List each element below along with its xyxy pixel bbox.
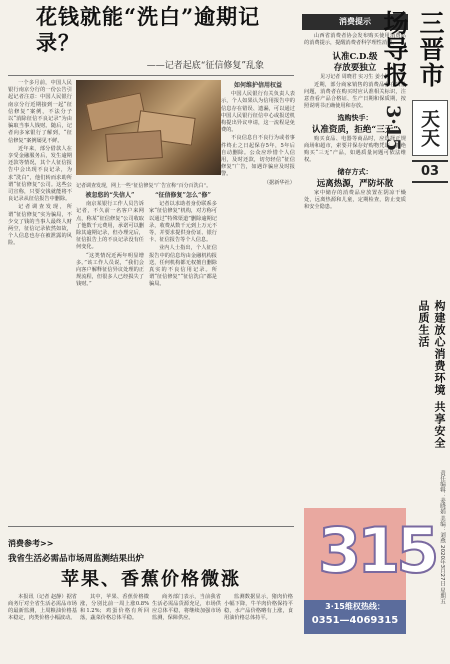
bottom-column-3	[152, 594, 221, 664]
paragraph: 一个多月前，中国人民银行南京分行的一份公告引起记者注意：中国人民银行南京分行近期接到一起“征信修复”案例，不法分子以“消除征信不良记录”为由骗取当事人钱财。随后，记者向多家银行了解到，“征信修复”案例屡见不鲜。	[8, 80, 72, 144]
hotline-poster	[304, 508, 436, 634]
consumer-reference-section	[8, 522, 294, 640]
tip-heading: 远离热源，严防坏散	[316, 179, 394, 190]
paragraph: 其中，苹果、香蕉价格微涨，分别比前一周上涨0.8%和1.2%；鸡蛋价格有所回落，蔬菜价格总体平稳。	[80, 594, 149, 622]
masthead	[380, 0, 450, 640]
paragraph: 中国人民银行有关负责人表示，个人如果认为信用报告中的信息存在错误、遗漏，可以通过中国人民银行征信中心或报送机构提出异议申请，这一流程是免费的。	[221, 91, 295, 134]
paragraph: 本报讯（记者 赵静）据省商务厅对全省生活必需品市场的最新监测，上周粮油价格基本稳定，肉类价格小幅波动。	[8, 594, 77, 622]
tip-label: 选购快手：	[337, 112, 373, 122]
article-column-1	[8, 80, 72, 570]
paragraph: 业内人士指出，个人征信报告中的信息均由金融机构报送，任何机构都无权擅自删除真实的不良信用记录。所谓“征信修复”“征信洗白”都是骗局。	[149, 245, 217, 288]
page-number: 03	[412, 160, 448, 183]
section-subheading: “征信修复”怎么“修”	[155, 192, 211, 199]
divider	[8, 75, 294, 76]
slogan: 构建放心消费环境 共享安全品质生活	[417, 300, 446, 449]
tips-text	[302, 190, 408, 211]
tips-headline: 认准C.D.级 存放要独立	[332, 52, 378, 74]
paragraph: “这类情况近两年明显增多。”该工作人员说，“我们会向客户解释征信异议处理的正规流程，但很多人已经损失了钱财。”	[76, 252, 144, 288]
poster-number: 315	[318, 514, 436, 587]
divider	[8, 526, 294, 527]
bottom-column-2	[80, 594, 149, 664]
section-tag: 消费参考>>	[8, 539, 54, 548]
paragraph: 购买食品、电器等商品时，应选择正规商场和超市，索要并保存好购物凭证，拒绝购买“三无”产品，如遇质量问题可依法维权。	[304, 135, 406, 164]
paragraph: 山西省消费者协会发布购买使用消费品的消费提示，提醒消费者科学理性消费。	[304, 33, 406, 47]
paragraph: 监测数据显示，猪肉价格小幅下降，牛羊肉价格保持平稳，水产品价格略有上涨，食用油价格总体持平。	[224, 594, 293, 622]
subhead: ——记者起底“征信修复”乱象	[146, 61, 264, 71]
paragraph: 不良信息自不良行为或者事件终止之日起保存5年，5年后自动删除。公众应珍惜个人信用，及时还款，切勿轻信“征信修复”广告，如遇诈骗应及时报警。	[221, 135, 295, 178]
bottom-column-1	[8, 594, 77, 664]
hotline-number: 0351—4069315	[311, 615, 399, 626]
article-column-3	[149, 80, 217, 570]
bottom-body	[8, 594, 294, 664]
hotline-banner	[304, 600, 406, 634]
article-column-2	[76, 80, 144, 570]
byline: （据新华社）	[263, 179, 295, 186]
byline: 见习记者 周晓君 实习生 姜小娜	[320, 74, 390, 81]
paragraph: 商务部门表示，当前我省生活必需品货源充足，市场供应总体平稳，将继续加强市场监测，保障供应。	[152, 594, 221, 622]
tip-label: 储存方式：	[337, 167, 373, 177]
bottom-title: 苹果、香蕉价格微涨	[61, 569, 241, 590]
paragraph: 家中储存的消费品应放置在阴凉干燥处，远离热源和儿童，定期检查，防止变质和安全隐患。	[304, 190, 406, 211]
paragraph: 近期，部分商家销售的消费品存在质量问题，消费者在购买时应认准相关标识，注意查看产品合格证、生产日期和保质期，按照说明书正确使用和存放。	[304, 81, 406, 109]
newspaper-title: 三晋市场导报	[380, 10, 445, 88]
section-subheading: 被忽悠的“失信人”	[85, 192, 135, 199]
paragraph: 记者调查发现，所谓“征信修复”实为骗局，不少交了钱的当事人最终人财两空，征信记录依然如故，个人信息也存在被泄露的风险。	[8, 204, 72, 247]
bottom-subheading: 我省生活必需品市场周监测结果出炉	[8, 554, 145, 564]
paragraph: 记者以求助者身份联系多家“征信修复”机构，对方称可以通过“特殊渠道”删除逾期记录，收费从数千元到上万元不等，并要求提供身份证、银行卡、征信报告等个人信息。	[149, 201, 217, 244]
headline: 花钱就能“洗白”逾期记录？	[36, 4, 261, 55]
photo-caption: 记者调查发现，网上一些“征信修复”广告宣称“百分百洗白”。	[76, 182, 212, 189]
hotline-label: 3·15维权热线：	[325, 602, 385, 611]
article-column-4	[221, 80, 295, 570]
paragraph: 近年来，部分借款人在享受金融服务后，发生逾期还款等情况，其个人征信报告中会出现不良记录，为求“洗白”，他们转而求助所谓“征信修复”公司。这些公司宣称，只要交钱就能将不良记录从征信报告中删除。	[8, 145, 72, 203]
edition-info: 责任编辑：姜晓娟 美编：刘燕 2020年3月27日 星期五	[439, 470, 445, 605]
article-body	[8, 80, 294, 575]
section-subheading: 如何维护信用权益	[233, 82, 282, 89]
page-section-name: 天天3·15	[412, 100, 448, 156]
paragraph: 南京某银行工作人员告诉记者，不久前一名客户来网点，称某“征信修复”公司收取了他数千元费用，承诺可以删除其逾期记录，但办理完后，征信报告上的不良记录没有任何变化。	[76, 201, 144, 251]
tip-heading: 认准资质，拒绝“三无”	[311, 124, 399, 135]
section-tag: 消费提示	[302, 14, 408, 30]
bottom-column-4	[224, 594, 293, 664]
